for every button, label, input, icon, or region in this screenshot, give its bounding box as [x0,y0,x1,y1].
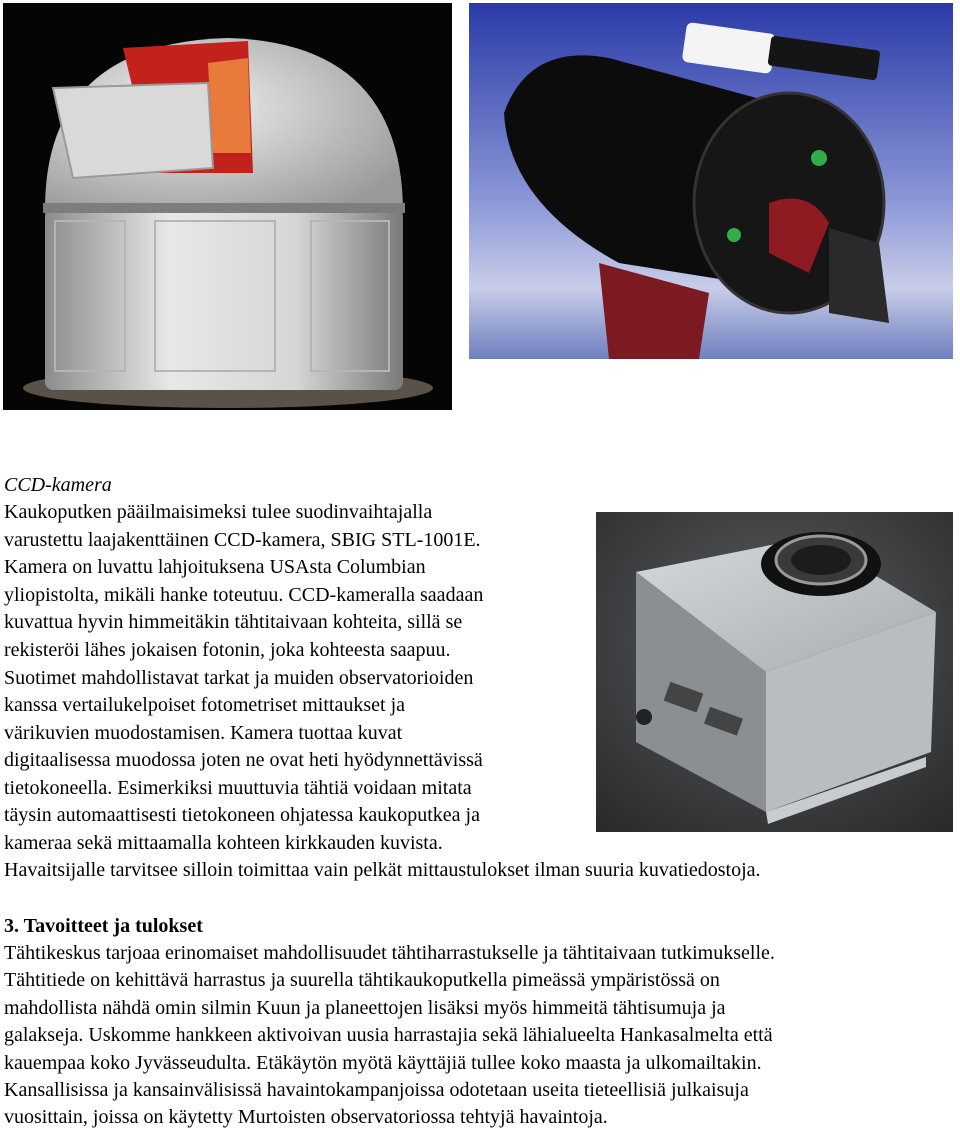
ccd-paragraph-line: digitaalisessa muodossa joten ne ovat heti hyödynnettävissä [4,749,483,771]
goals-paragraph-line: kauempaa koko Jyvässeudulta. Etäkäytön myötä käyttäjiä tullee koko maasta ja ulkomailtakin. [4,1052,762,1074]
goals-paragraph-line: mahdollista nähdä omin silmin Kuun ja planeettojen lisäksi myös himmeitä tähtisumuja ja [4,997,726,1019]
ccd-camera-photo [596,512,953,832]
goals-paragraph-line: galakseja. Uskomme hankkeen aktivoivan uusia harrastajia sekä lähialueelta Hankasalmelta että [4,1024,773,1046]
ccd-paragraph-line: yliopistolta, mikäli hanke toteutuu. CCD-kameralla saadaan [4,584,484,606]
ccd-paragraph-line: varustettu laajakenttäinen CCD-kamera, SBIG STL-1001E. [4,529,481,551]
ccd-paragraph-line: värikuvien muodostamisen. Kamera tuottaa kuvat [4,722,403,744]
goals-paragraph-line: Kansallisissa ja kansainvälisissä havaintokampanjoissa odotetaan useita tieteellisiä julkaisuja [4,1079,749,1101]
goals-paragraph-line: Tähtikeskus tarjoaa erinomaiset mahdollisuudet tähtiharrastukselle ja tähtitaivaan tutkimukselle. [4,942,775,964]
ccd-paragraph-line: kuvattua hyvin himmeitäkin tähtitaivaan kohteita, sillä se [4,611,463,633]
ccd-section-heading: CCD-kamera [4,474,112,496]
ccd-paragraph-line: Havaitsijalle tarvitsee silloin toimittaa vain pelkät mittaustulokset ilman suuria kuvatiedostoja. [4,859,761,881]
goals-paragraph-line: vuosittain, joissa on käytetty Murtoisten observatoriossa tehtyjä havaintoja. [4,1106,608,1128]
ccd-paragraph-line: Kaukoputken pääilmaisimeksi tulee suodinvaihtajalla [4,501,433,523]
ccd-paragraph-line: Kamera on luvattu lahjoituksena USAsta Columbian [4,556,426,578]
goals-paragraph-line: Tähtitiede on kehittävä harrastus ja suurella tähtikaukoputkella pimeässä ympäristössä on [4,969,720,991]
ccd-paragraph-line: Suotimet mahdollistavat tarkat ja muiden observatorioiden [4,667,474,689]
telescope-photo [469,3,953,359]
ccd-paragraph-line: kameraa sekä mittaamalla kohteen kirkkauden kuvista. [4,832,443,854]
observatory-dome-photo [3,3,452,410]
ccd-paragraph-line: tietokoneella. Esimerkiksi muuttuvia tähtiä voidaan mitata [4,777,472,799]
ccd-paragraph-line: rekisteröi lähes jokaisen fotonin, joka kohteesta saapuu. [4,639,451,661]
ccd-paragraph-line: täysin automaattisesti tietokoneen ohjatessa kaukoputkea ja [4,804,480,826]
ccd-paragraph-line: kanssa vertailukelpoiset fotometriset mittaukset ja [4,694,406,716]
goals-section-heading: 3. Tavoitteet ja tulokset [4,915,203,937]
